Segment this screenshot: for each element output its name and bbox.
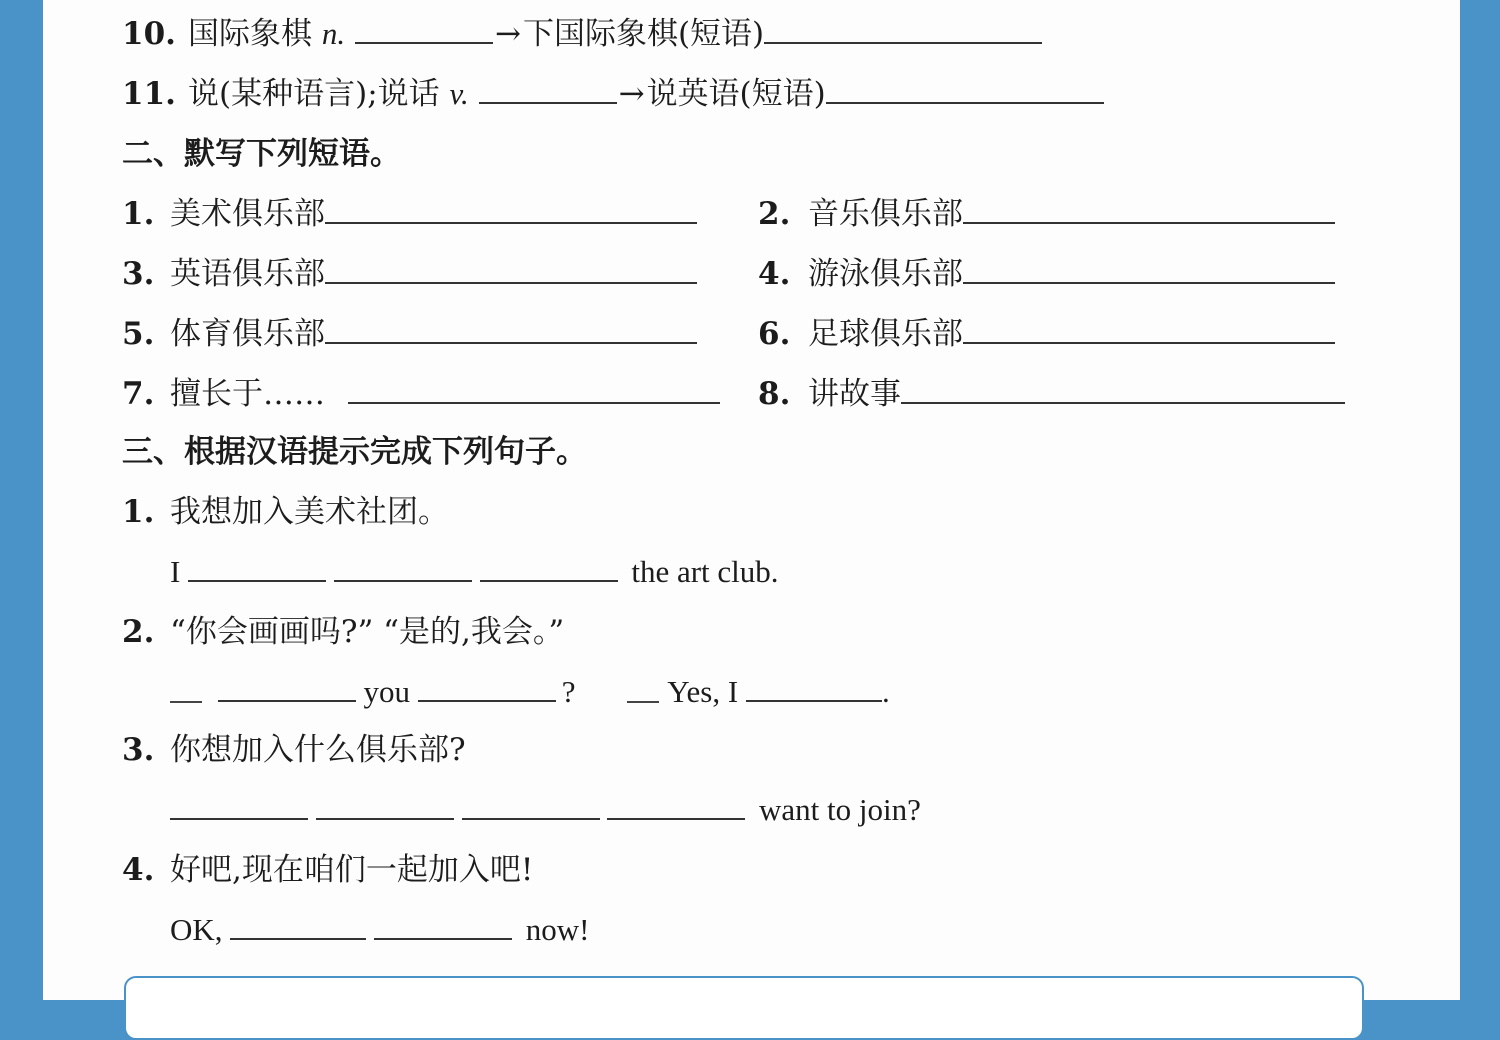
- phrase-chinese: 擅长于……: [170, 376, 325, 412]
- answer-blank[interactable]: [316, 792, 454, 820]
- vocab-chinese: 说(某种语言);说话: [188, 76, 440, 112]
- item-number: 5.: [122, 316, 155, 352]
- vocab-item-10: [122, 14, 1042, 54]
- sentence-q3-answer: [170, 790, 921, 830]
- answer-blank[interactable]: [479, 76, 617, 104]
- phrase-chinese: 下国际象棋(短语): [522, 16, 765, 52]
- phrase-item-5: [122, 314, 697, 354]
- part-of-speech: n.: [321, 16, 346, 51]
- phrase-chinese: 游泳俱乐部: [808, 256, 963, 292]
- prompt-chinese: 你想加入什么俱乐部?: [170, 732, 466, 768]
- answer-word: the art club.: [631, 554, 779, 589]
- item-number: 2.: [122, 614, 155, 650]
- answer-blank[interactable]: [963, 196, 1335, 224]
- item-number: 3.: [122, 732, 155, 768]
- phrase-item-3: [122, 254, 697, 294]
- phrase-chinese: 足球俱乐部: [808, 316, 963, 352]
- answer-blank[interactable]: [901, 376, 1345, 404]
- sentence-q1-prompt: [122, 492, 449, 532]
- phrase-chinese: 讲故事: [808, 376, 901, 412]
- sentence-q1-answer: [170, 552, 779, 592]
- answer-blank[interactable]: [826, 76, 1104, 104]
- item-number: 7.: [122, 376, 155, 412]
- vocab-item-11: [122, 74, 1104, 114]
- item-number: 4.: [122, 852, 155, 888]
- item-number: 6.: [758, 316, 791, 352]
- phrase-chinese: 英语俱乐部: [170, 256, 325, 292]
- answer-blank[interactable]: [334, 554, 472, 582]
- phrase-item-4: [758, 254, 1335, 294]
- answer-blank[interactable]: [480, 554, 618, 582]
- part-of-speech: v.: [449, 76, 469, 111]
- answer-blank[interactable]: [418, 674, 556, 702]
- sentence-q2-prompt: [122, 612, 564, 652]
- item-number: 10.: [122, 16, 176, 52]
- answer-blank[interactable]: [963, 316, 1335, 344]
- answer-word: you: [363, 674, 410, 709]
- next-section-box: [124, 976, 1364, 1040]
- phrase-item-6: [758, 314, 1335, 354]
- answer-blank[interactable]: [325, 256, 697, 284]
- item-number: 11.: [122, 76, 176, 112]
- phrase-chinese: 美术俱乐部: [170, 196, 325, 232]
- answer-blank[interactable]: [374, 912, 512, 940]
- answer-word: OK,: [170, 912, 223, 947]
- sentence-q4-prompt: [122, 850, 533, 890]
- answer-blank[interactable]: [355, 16, 493, 44]
- phrase-chinese: 体育俱乐部: [170, 316, 325, 352]
- answer-blank[interactable]: [764, 16, 1042, 44]
- answer-word: ?: [561, 674, 576, 709]
- answer-blank[interactable]: [170, 792, 308, 820]
- phrase-chinese: 音乐俱乐部: [808, 196, 963, 232]
- item-number: 1.: [122, 494, 155, 530]
- phrase-item-8: [758, 374, 1345, 414]
- phrase-item-1: [122, 194, 697, 234]
- item-number: 8.: [758, 376, 791, 412]
- answer-blank[interactable]: [963, 256, 1335, 284]
- answer-blank[interactable]: [462, 792, 600, 820]
- item-number: 1.: [122, 196, 155, 232]
- vocab-chinese: 国际象棋: [188, 16, 312, 52]
- answer-blank[interactable]: [218, 674, 356, 702]
- item-number: 4.: [758, 256, 791, 292]
- answer-word: .: [881, 674, 890, 709]
- sentence-q4-answer: [170, 910, 590, 950]
- arrow-icon: →: [494, 16, 521, 52]
- sentence-q2-answer: [170, 672, 890, 712]
- dialog-dash: [627, 687, 659, 703]
- answer-word: Yes, I: [667, 674, 739, 709]
- answer-word: want to join?: [759, 792, 921, 827]
- answer-blank[interactable]: [325, 196, 697, 224]
- prompt-chinese: 好吧,现在咱们一起加入吧!: [170, 852, 534, 888]
- answer-word: I: [170, 554, 181, 589]
- answer-blank[interactable]: [188, 554, 326, 582]
- answer-blank[interactable]: [325, 316, 697, 344]
- item-number: 3.: [122, 256, 155, 292]
- answer-blank[interactable]: [746, 674, 882, 702]
- phrase-chinese: 说英语(短语): [646, 76, 826, 112]
- item-number: 2.: [758, 196, 791, 232]
- answer-blank[interactable]: [607, 792, 745, 820]
- prompt-chinese: 我想加入美术社团。: [170, 494, 449, 530]
- phrase-item-7: [122, 374, 720, 414]
- prompt-chinese: “你会画画吗?” “是的,我会。”: [170, 614, 565, 650]
- phrase-item-2: [758, 194, 1335, 234]
- section-2-heading: 二、默写下列短语。: [122, 136, 401, 172]
- arrow-icon: →: [618, 76, 645, 112]
- dialog-dash: [170, 687, 202, 703]
- answer-blank[interactable]: [230, 912, 366, 940]
- section-3-heading: 三、根据汉语提示完成下列句子。: [122, 434, 587, 470]
- sentence-q3-prompt: [122, 730, 466, 770]
- answer-word: now!: [525, 912, 590, 947]
- answer-blank[interactable]: [348, 376, 720, 404]
